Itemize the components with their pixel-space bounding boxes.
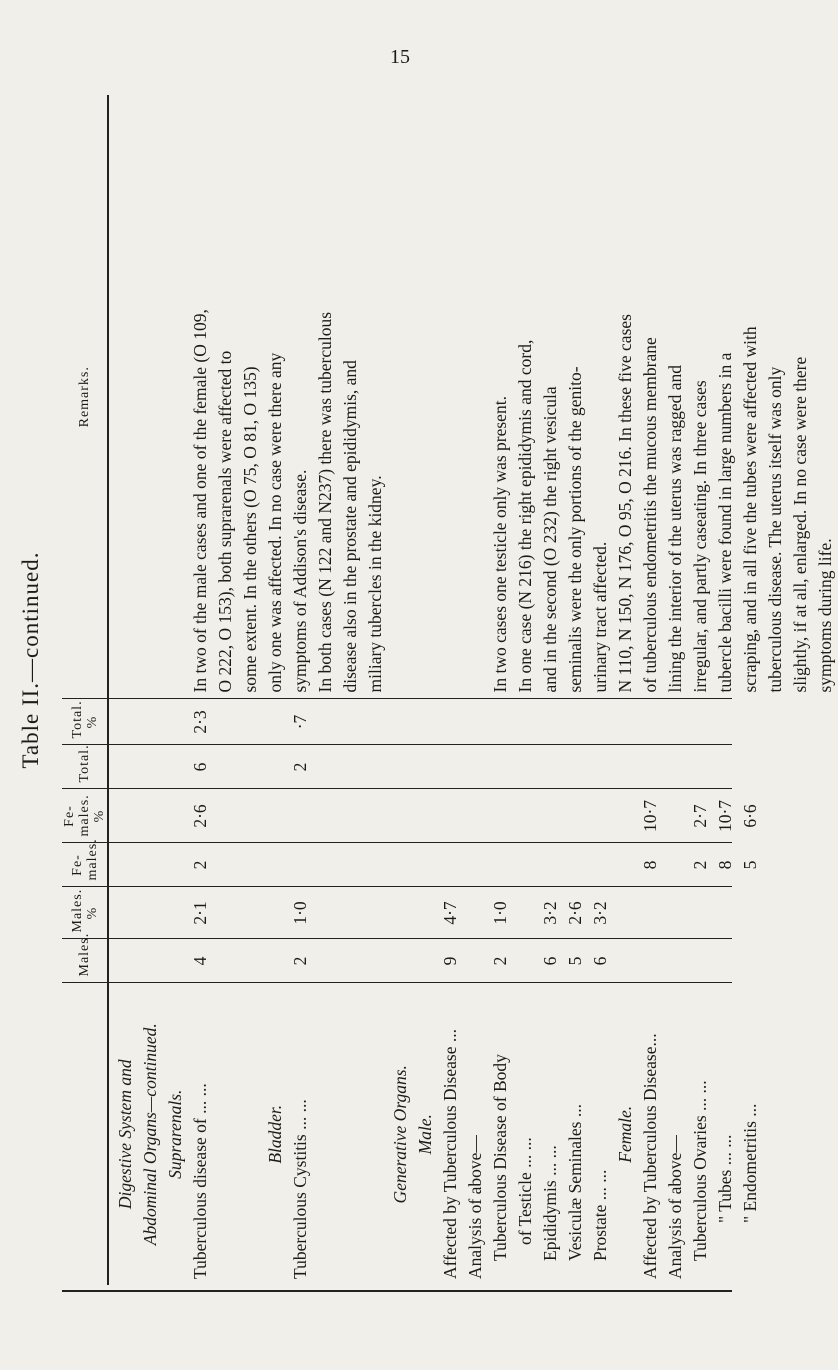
- table-cell: [288, 796, 313, 837]
- category-label: Epididymis ... ...: [540, 1145, 560, 1261]
- table-cell: [738, 752, 763, 783]
- table-cell: [263, 796, 288, 837]
- table-rotation-wrapper: [62, 95, 835, 1285]
- table-cell: [463, 752, 488, 783]
- remark-line: only one was affected. In no case were there any: [265, 352, 285, 693]
- table-cell: [413, 796, 438, 837]
- remark-line: In two of the male cases and one of the female (O 109,: [190, 309, 210, 693]
- category-label: [813, 990, 838, 1280]
- table-cell: 9: [440, 956, 460, 966]
- remark-line: slightly, if at all, enlarged. In no case were there: [790, 356, 810, 693]
- table-cell: [138, 796, 163, 837]
- category-label: " Endometritis ...: [740, 1103, 760, 1223]
- remark-line: symptoms of Addison's disease.: [290, 469, 310, 693]
- males-pct-column: [108, 887, 732, 939]
- table-cell: [388, 706, 413, 739]
- table-cell: 2: [290, 762, 310, 772]
- table-cell: [238, 706, 263, 739]
- table-cell: 1·0: [490, 901, 510, 925]
- remark-line: lining the interior of the uterus was ragged and: [665, 364, 685, 693]
- table-cell: [813, 894, 838, 933]
- table-cell: [538, 796, 563, 837]
- table-cell: 10·7: [715, 799, 735, 833]
- table-cell: 5: [565, 956, 585, 966]
- table-cell: [338, 796, 363, 837]
- category-label: [313, 990, 338, 1280]
- remark-line: In one case (N 216) the right epididymis and cord,: [515, 339, 535, 693]
- remark-line: [138, 101, 163, 693]
- rotated-table-area: [62, 95, 835, 1285]
- table-cell: [113, 850, 138, 881]
- category-label: Vesiculæ Seminales ...: [565, 1104, 585, 1261]
- table-cell: [713, 894, 738, 933]
- table-cell: [738, 946, 763, 977]
- table-cell: 1·0: [290, 901, 310, 925]
- table-cell: [363, 752, 388, 783]
- table-cell: [313, 850, 338, 881]
- table-cell: [613, 894, 638, 933]
- table-cell: 2·7: [690, 804, 710, 828]
- table-cell: [338, 946, 363, 977]
- table-cell: 5: [740, 860, 760, 870]
- data-table: [62, 95, 835, 1285]
- table-cell: [663, 796, 688, 837]
- table-cell: [163, 706, 188, 739]
- table-cell: [313, 752, 338, 783]
- category-label: [763, 990, 788, 1280]
- table-cell: [213, 894, 238, 933]
- table-cell: [363, 796, 388, 837]
- table-cell: [613, 796, 638, 837]
- table-cell: [463, 946, 488, 977]
- table-cell: [113, 946, 138, 977]
- table-cell: 4·7: [440, 901, 460, 925]
- table-cell: [438, 752, 463, 783]
- category-label: Digestive System and: [115, 1059, 135, 1210]
- remark-line: of tuberculous endometritis the mucous membrane: [640, 337, 660, 693]
- header-females: Fe-males.: [62, 843, 108, 887]
- category-label: [213, 990, 238, 1280]
- table-cell: [363, 946, 388, 977]
- table-cell: [738, 894, 763, 933]
- category-column: [108, 983, 760, 1285]
- header-females-pct: Fe-males. %: [62, 789, 108, 843]
- remark-line: tuberculous disease. The uterus itself was only: [765, 366, 785, 693]
- table-cell: [138, 706, 163, 739]
- header-row: [62, 95, 108, 1285]
- table-cell: [138, 894, 163, 933]
- table-cell: [263, 752, 288, 783]
- table-cell: 6: [540, 956, 560, 966]
- table-cell: [513, 850, 538, 881]
- table-cell: 2: [190, 860, 210, 870]
- table-cell: [163, 752, 188, 783]
- table-cell: 2·6: [190, 804, 210, 828]
- table-cell: [563, 752, 588, 783]
- category-label: [788, 990, 813, 1280]
- table-cell: ·7: [290, 714, 310, 730]
- table-cell: [238, 894, 263, 933]
- table-cell: [413, 752, 438, 783]
- table-cell: [513, 894, 538, 933]
- table-cell: [388, 752, 413, 783]
- category-label: Prostate ... ...: [590, 1169, 610, 1261]
- table-cell: [488, 850, 513, 881]
- table-cell: [338, 850, 363, 881]
- table-cell: [713, 752, 738, 783]
- table-cell: 4: [190, 956, 210, 966]
- table-cell: [763, 850, 788, 881]
- table-cell: [563, 796, 588, 837]
- table-cell: [363, 850, 388, 881]
- table-cell: [163, 850, 188, 881]
- table-cell: [213, 796, 238, 837]
- table-cell: 2·1: [190, 901, 210, 925]
- category-label: Tuberculous Ovaries ... ...: [690, 1080, 710, 1261]
- remark-line: symptoms during life.: [815, 538, 835, 693]
- table-cell: [488, 796, 513, 837]
- remark-line: [463, 101, 488, 693]
- table-cell: [538, 850, 563, 881]
- table-cell: [313, 894, 338, 933]
- category-label: Affected by Tuberculous Disease...: [640, 1033, 660, 1279]
- table-cell: [663, 850, 688, 881]
- table-cell: [163, 796, 188, 837]
- header-total: Total.: [62, 745, 108, 789]
- table-cell: [363, 706, 388, 739]
- remark-line: In both cases (N 122 and N237) there was tuberculous: [315, 311, 335, 693]
- table-cell: [513, 706, 538, 739]
- remark-line: [388, 101, 413, 693]
- table-cell: [713, 946, 738, 977]
- table-cell: 3·2: [590, 901, 610, 925]
- females-column: [108, 843, 760, 887]
- remark-line: some extent. In the others (O 75, O 81, O 135): [240, 366, 260, 693]
- table-cell: [813, 946, 838, 977]
- table-cell: [588, 706, 613, 739]
- table-cell: [238, 946, 263, 977]
- table-cell: [113, 706, 138, 739]
- table-cell: 8: [715, 860, 735, 870]
- table-cell: [363, 894, 388, 933]
- table-cell: [688, 706, 713, 739]
- table-cell: [438, 706, 463, 739]
- category-label: Analysis of above—: [665, 1135, 685, 1279]
- table-cell: 2: [690, 860, 710, 870]
- table-cell: [413, 850, 438, 881]
- table-cell: [763, 706, 788, 739]
- table-cell: [313, 796, 338, 837]
- table-cell: [288, 850, 313, 881]
- table-cell: 3·2: [540, 901, 560, 925]
- table-cell: [638, 894, 663, 933]
- table-cell: [638, 706, 663, 739]
- table-cell: [763, 752, 788, 783]
- table-cell: [213, 706, 238, 739]
- table-cell: 2: [490, 956, 510, 966]
- females-pct-column: [108, 789, 760, 843]
- remark-line: In two cases one testicle only was present.: [490, 396, 510, 693]
- remark-line: [438, 101, 463, 693]
- category-label: Affected by Tuberculous Disease ...: [440, 1029, 460, 1279]
- table-cell: [663, 946, 688, 977]
- table-cell: [413, 946, 438, 977]
- table-cell: [613, 752, 638, 783]
- table-cell: [613, 706, 638, 739]
- category-label: [363, 990, 388, 1280]
- table-cell: [463, 796, 488, 837]
- table-cell: [463, 706, 488, 739]
- table-cell: [538, 706, 563, 739]
- table-cell: [813, 796, 838, 837]
- category-label: [338, 990, 363, 1280]
- males-column: [108, 939, 732, 983]
- table-cell: [388, 850, 413, 881]
- category-label: Bladder.: [265, 1104, 285, 1164]
- header-category: [62, 983, 108, 1285]
- table-cell: [588, 796, 613, 837]
- table-cell: [813, 752, 838, 783]
- category-label: Tuberculous Disease of Body: [490, 1054, 510, 1261]
- table-cell: [688, 752, 713, 783]
- table-cell: 2·3: [190, 710, 210, 734]
- table-cell: [138, 850, 163, 881]
- table-cell: [663, 894, 688, 933]
- table-cell: [813, 850, 838, 881]
- table-cell: 2·6: [565, 901, 585, 925]
- table-cell: [263, 946, 288, 977]
- category-label: Generative Organs.: [390, 1065, 410, 1204]
- table-cell: [463, 850, 488, 881]
- table-cell: [338, 752, 363, 783]
- table-cell: [713, 706, 738, 739]
- table-cell: [513, 796, 538, 837]
- remark-line: [413, 101, 438, 693]
- header-males: Males.: [62, 939, 108, 983]
- category-label: Male.: [415, 1114, 435, 1155]
- table-cell: [638, 946, 663, 977]
- category-label: Analysis of above—: [465, 1135, 485, 1279]
- remark-line: [163, 101, 188, 693]
- table-cell: [113, 796, 138, 837]
- table-cell: [688, 946, 713, 977]
- table-cell: [263, 850, 288, 881]
- remark-line: miliary tubercles in the kidney.: [365, 475, 385, 693]
- table-cell: 6: [590, 956, 610, 966]
- table-cell: [613, 850, 638, 881]
- category-label: Abdominal Organs—continued.: [140, 1023, 160, 1246]
- remark-line: urinary tract affected.: [590, 541, 610, 693]
- header-total-pct: Total. %: [62, 699, 108, 745]
- remarks-column: [108, 95, 835, 699]
- table-cell: 10·7: [640, 799, 660, 833]
- category-label: Tuberculous Cystitis ... ...: [290, 1099, 310, 1279]
- table-cell: [563, 706, 588, 739]
- table-cell: [588, 850, 613, 881]
- table-cell: [388, 894, 413, 933]
- table-cell: [538, 752, 563, 783]
- category-label: [238, 990, 263, 1280]
- table-cell: [788, 796, 813, 837]
- table-title: Table II.—continued.: [18, 551, 43, 769]
- table-cell: [788, 752, 813, 783]
- table-cell: [263, 706, 288, 739]
- table-cell: [763, 796, 788, 837]
- table-cell: [138, 752, 163, 783]
- category-label: Tuberculous disease of ... ...: [190, 1083, 210, 1279]
- table-cell: 6·6: [740, 804, 760, 828]
- table-cell: [638, 752, 663, 783]
- table-cell: [413, 706, 438, 739]
- table-cell: [313, 706, 338, 739]
- category-label: of Testicle ... ...: [515, 1137, 535, 1245]
- remark-line: tubercle bacilli were found in large numbers in a: [715, 352, 735, 693]
- table-cell: [513, 946, 538, 977]
- table-cell: [238, 850, 263, 881]
- table-cell: [263, 894, 288, 933]
- table-cell: [338, 706, 363, 739]
- table-cell: [488, 752, 513, 783]
- header-males-pct: Males. %: [62, 887, 108, 939]
- remark-line: [113, 101, 138, 693]
- header-remarks: Remarks.: [62, 95, 108, 699]
- table-cell: [763, 946, 788, 977]
- table-cell: [113, 894, 138, 933]
- table-cell: [788, 706, 813, 739]
- table-body: [108, 95, 732, 1285]
- remark-line: N 110, N 150, N 176, O 95, O 216. In these five cases: [615, 314, 635, 693]
- table-cell: [213, 752, 238, 783]
- table-cell: [563, 850, 588, 881]
- table-cell: [213, 850, 238, 881]
- table-cell: [238, 752, 263, 783]
- table-cell: [113, 752, 138, 783]
- total-column: [108, 745, 732, 789]
- remark-line: seminalis were the only portions of the genito-: [565, 366, 585, 693]
- remark-line: and in the second (O 232) the right vesicula: [540, 386, 560, 693]
- table-cell: 8: [640, 860, 660, 870]
- category-label: " Tubes ... ...: [715, 1134, 735, 1223]
- table-cell: [763, 894, 788, 933]
- table-cell: [163, 894, 188, 933]
- category-label: Suprarenals.: [165, 1089, 185, 1179]
- table-cell: [238, 796, 263, 837]
- table-cell: [613, 946, 638, 977]
- table-cell: [788, 894, 813, 933]
- table-cell: [138, 946, 163, 977]
- remark-line: irregular, and partly caseating. In three cases: [690, 380, 710, 693]
- table-cell: [438, 796, 463, 837]
- total-pct-column: [108, 699, 732, 745]
- table-cell: [663, 706, 688, 739]
- table-cell: [788, 850, 813, 881]
- table-cell: [663, 752, 688, 783]
- remark-line: scraping, and in all five the tubes were affected with: [740, 326, 760, 693]
- table-cell: [388, 946, 413, 977]
- table-cell: [213, 946, 238, 977]
- remark-line: O 222, O 153), both suprarenals were affected to: [215, 350, 235, 693]
- table-cell: [488, 706, 513, 739]
- table-cell: 2: [290, 956, 310, 966]
- table-cell: [813, 706, 838, 739]
- table-cell: [513, 752, 538, 783]
- table-cell: [438, 850, 463, 881]
- table-cell: [163, 946, 188, 977]
- table-cell: [588, 752, 613, 783]
- table-cell: [788, 946, 813, 977]
- table-cell: [738, 706, 763, 739]
- table-cell: [388, 796, 413, 837]
- table-cell: [313, 946, 338, 977]
- remark-line: disease also in the prostate and epididymis, and: [340, 360, 360, 693]
- page-number: 15: [390, 46, 410, 68]
- category-label: Female.: [615, 1105, 635, 1163]
- bottom-rule: [62, 1290, 732, 1292]
- table-cell: 6: [190, 762, 210, 772]
- table-cell: [413, 894, 438, 933]
- table-cell: [463, 894, 488, 933]
- table-cell: [688, 894, 713, 933]
- table-cell: [338, 894, 363, 933]
